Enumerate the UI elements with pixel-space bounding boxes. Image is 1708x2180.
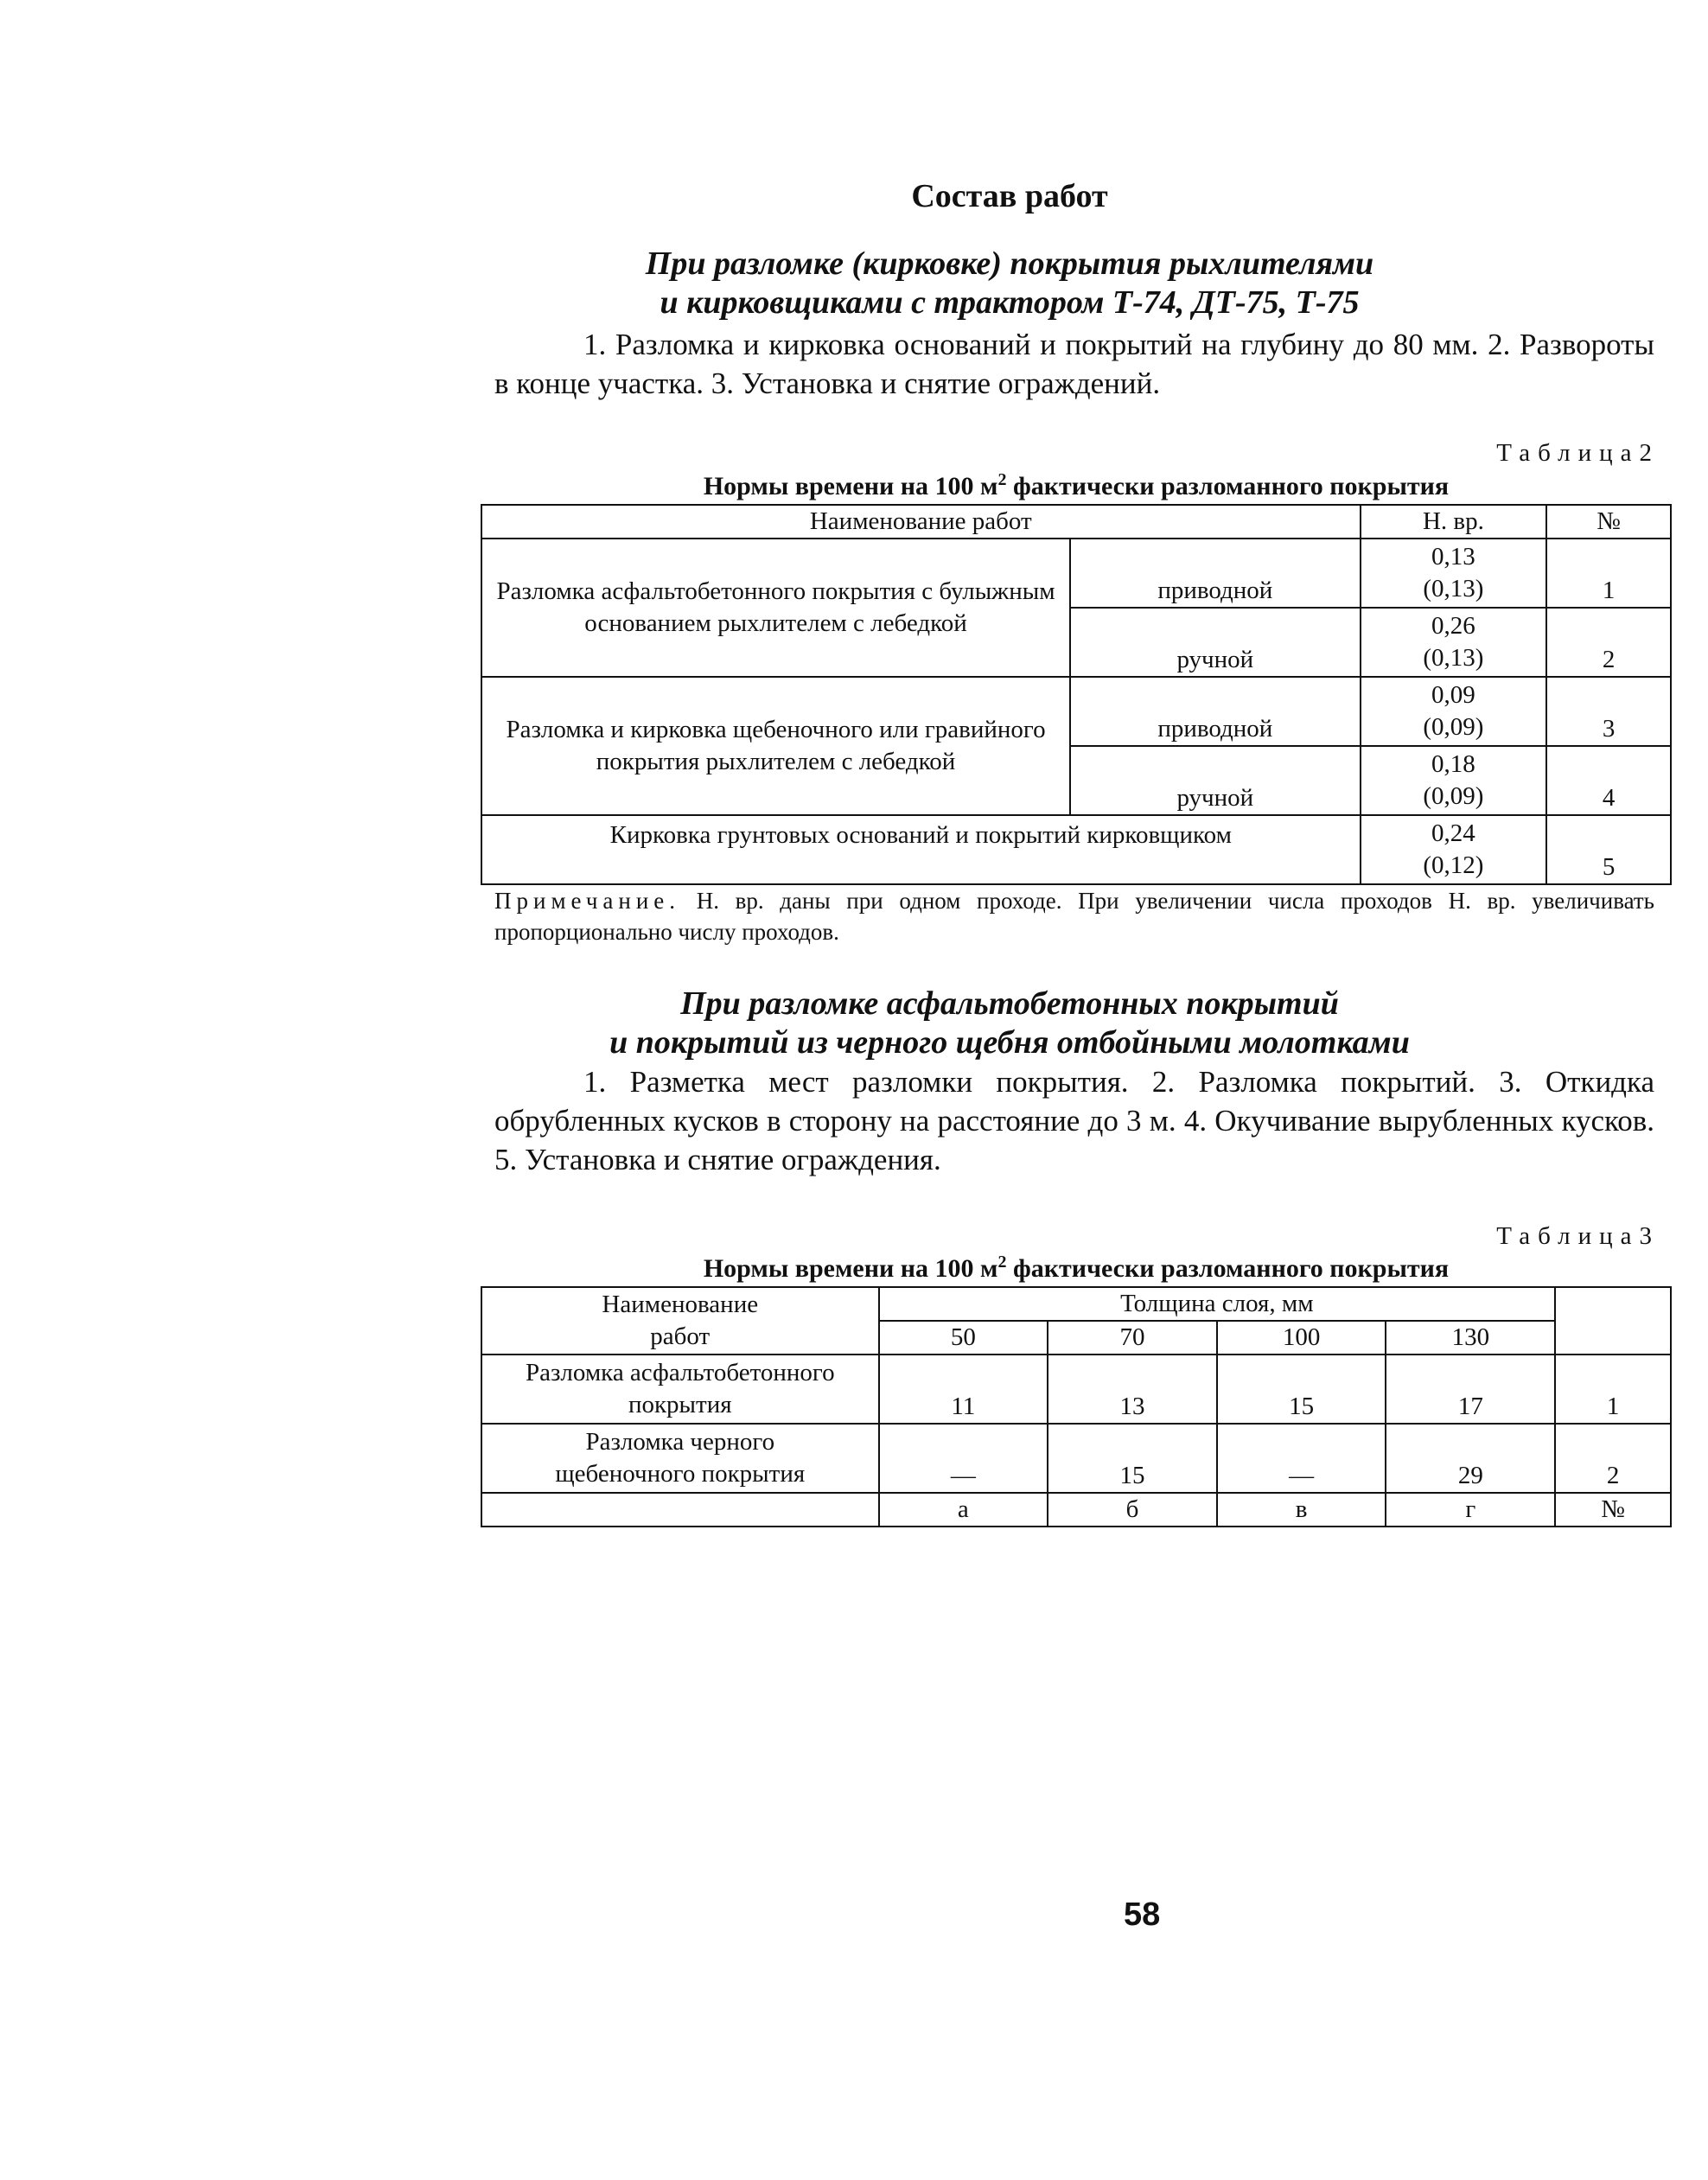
part1-text-body: 1. Разломка и кирковка оснований и покрытий на глубину до 80 мм. 2. Развороты в конце участка. 3. Установка и снятие ограждений. [494,328,1654,400]
part2-heading-line2: и покрытий из черного щебня отбойными молотками [609,1024,1410,1061]
table2-row5-num: 5 [1546,815,1671,884]
table3-row1-name-l2: покрытия [628,1391,732,1418]
table2-note-label: Примечание. [494,888,681,914]
table3-row2-name [481,1424,879,1493]
table3-row1-num: 1 [1555,1355,1671,1424]
table3-header-thickness: Толщина слоя, мм [879,1287,1556,1321]
table3-row2-name-l2: щебеночного покрытия [555,1460,806,1488]
table3-caption [481,1253,1672,1284]
table2-row1-drive: приводной [1070,539,1361,608]
table2-note-text: Н. вр. даны при одном проходе. При увеличении числа проходов Н. вр. увеличивать пропорционально числу проходов. [494,888,1654,945]
table3-row1-value-b: 13 [1048,1355,1217,1424]
table3-row1-name [481,1355,879,1424]
table3-footer-num: № [1555,1493,1671,1527]
table2-row1-norm-value: 0,13 [1431,543,1475,570]
table2-caption-pre: Нормы времени на 100 м [703,472,998,500]
table2-note [494,885,1654,947]
table2-row5-norm [1361,815,1547,884]
table2-row4-norm-sub: (0,09) [1423,782,1484,810]
table3-thickness-70: 70 [1048,1321,1217,1355]
table2-group3-name: Кирковка грунтовых оснований и покрытий кирковщиком [481,815,1361,884]
table2-header-name: Наименование работ [481,505,1361,539]
table3-row2-value-v: — [1217,1424,1386,1493]
table2-row1-num: 1 [1546,539,1671,608]
table2-row1-norm [1361,539,1547,608]
table3-thickness-100: 100 [1217,1321,1386,1355]
table3-header-name-l2: работ [650,1323,711,1350]
part2-heading-line1: При разломке асфальтобетонных покрытий [680,985,1339,1022]
table3-label: Таблица3 [1496,1222,1660,1250]
table2-row2-num: 2 [1546,608,1671,677]
part1-heading-line2: и кирковщиками с трактором Т-74, ДТ-75, Т-75 [660,284,1360,321]
table2-row2-norm [1361,608,1547,677]
table3 [481,1286,1672,1527]
table3-row1-name-l1: Разломка асфальтобетонного [525,1359,835,1386]
table2-caption [481,470,1672,501]
part1-heading-line1: При разломке (кирковке) покрытия рыхлителями [645,245,1374,282]
table3-header-num-blank [1555,1287,1671,1355]
table3-row2-name-l1: Разломка черного [585,1428,775,1456]
table2-header-norm: Н. вр. [1361,505,1547,539]
table2-row3-num: 3 [1546,677,1671,746]
table3-row1-value-g: 17 [1386,1355,1555,1424]
table3-row1-value-a: 11 [879,1355,1048,1424]
table3-row2-value-b: 15 [1048,1424,1217,1493]
part1-text [494,325,1654,403]
table2-row4-num: 4 [1546,746,1671,815]
table3-footer-a: а [879,1493,1048,1527]
part2-heading [484,985,1535,1062]
table2-caption-post: фактически разломанного покрытия [1006,472,1450,500]
table3-row2-num: 2 [1555,1424,1671,1493]
table3-footer-blank [481,1493,879,1527]
table2-row3-norm-value: 0,09 [1431,681,1475,709]
table2-row4-drive: ручной [1070,746,1361,815]
table3-thickness-50: 50 [879,1321,1048,1355]
table3-row2-value-g: 29 [1386,1424,1555,1493]
table3-caption-pre: Нормы времени на 100 м [703,1254,998,1283]
table2-row3-drive: приводной [1070,677,1361,746]
table2 [481,504,1672,885]
table3-row2-value-a: — [879,1424,1048,1493]
table3-caption-post: фактически разломанного покрытия [1006,1254,1450,1283]
table3-header-name [481,1287,879,1355]
table3-caption-sup: 2 [997,1253,1007,1272]
table2-row2-norm-sub: (0,13) [1423,644,1484,672]
section-title: Состав работ [911,178,1108,214]
table2-row5-norm-sub: (0,12) [1423,851,1484,879]
table2-caption-sup: 2 [997,470,1007,489]
table3-row1-value-v: 15 [1217,1355,1386,1424]
table2-row3-norm [1361,677,1547,746]
page-number: 58 [1124,1896,1161,1933]
table3-footer-b: б [1048,1493,1217,1527]
table2-row1-norm-sub: (0,13) [1423,575,1484,602]
table3-header-name-l1: Наименование [602,1291,759,1318]
table2-label: Таблица2 [1496,439,1660,467]
table2-row2-drive: ручной [1070,608,1361,677]
part2-text-body: 1. Разметка мест разломки покрытия. 2. Разломка покрытий. 3. Откидка обрубленных кусков в сторону на расстояние до 3 м. 4. Окучивание вырубленных кусков. 5. Установка и снятие ограждения. [494,1065,1654,1176]
table2-group2-name: Разломка и кирковка щебеночного или гравийного покрытия рыхлителем с лебедкой [481,677,1070,815]
part1-heading [484,245,1535,322]
table2-row5-norm-value: 0,24 [1431,819,1475,847]
table2-row4-norm-value: 0,18 [1431,750,1475,778]
table2-row2-norm-value: 0,26 [1431,612,1475,640]
table3-footer-g: г [1386,1493,1555,1527]
table3-footer-v: в [1217,1493,1386,1527]
table2-row3-norm-sub: (0,09) [1423,713,1484,741]
table2-header-num: № [1546,505,1671,539]
part2-text [494,1062,1654,1179]
table2-row4-norm [1361,746,1547,815]
table2-group1-name: Разломка асфальтобетонного покрытия с булыжным основанием рыхлителем с лебедкой [481,539,1070,677]
table3-thickness-130: 130 [1386,1321,1555,1355]
